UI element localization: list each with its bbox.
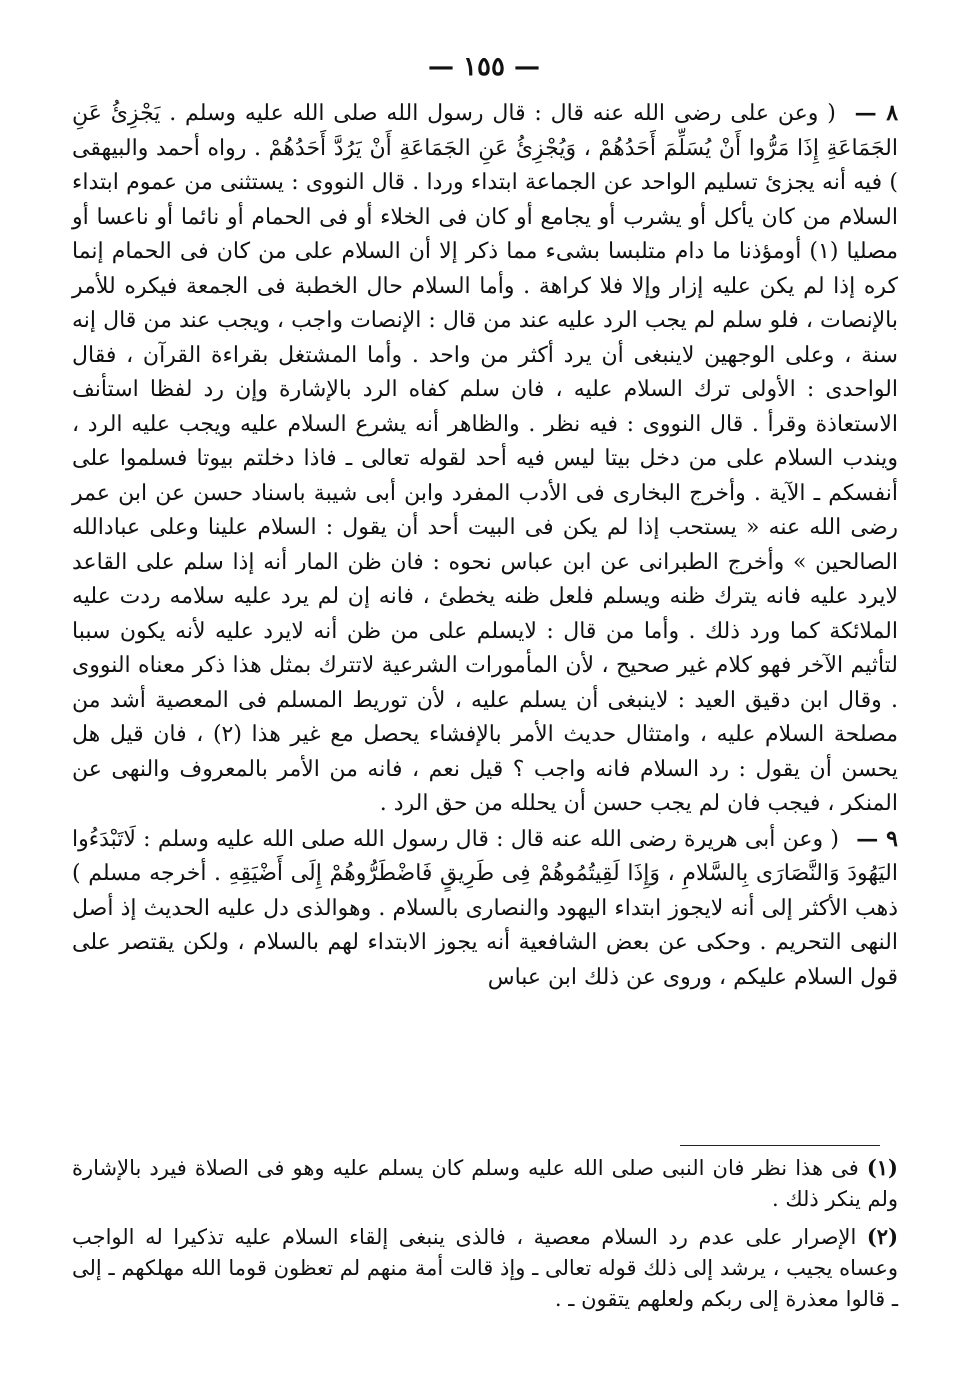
footnote-1-mark: (١)	[866, 1155, 898, 1180]
hadith-8-paragraph	[72, 96, 898, 822]
footnote-1-text: فى هذا نظر فان النبى صلى الله عليه وسلم كان يسلم عليه وهو فى الصلاة فيرد بالإشارة ولم ينكر ذلك .	[72, 1156, 898, 1211]
footnote-1	[72, 1152, 898, 1215]
hadith-8-text: ( وعن على رضى الله عنه قال : قال رسول الله صلى الله عليه وسلم . يَجْزِئُ عَنِ الجَمَاعَةِ إِذَا مَرُّوا أَنْ يُسَلِّمَ أَحَدُهُمْ ، وَيُجْزِئُ عَنِ الجَمَاعَةِ أَنْ يَرُدَّ أَحَدُهُمْ . رواه أحمد والبيهقى ) فيه أنه يجزئ تسليم الواحد عن الجماعة ابتداء وردا . قال النووى : يستثنى من عموم ابتداء السلام من كان يأكل أو يشرب أو يجامع أو كان فى الخلاء أو فى الحمام أو نائما أو ناعسا أو مصليا (١) أومؤذنا ما دام متلبسا بشىء مما ذكر إلا أن السلام على من كان فى الحمام إنما كره إذا لم يكن عليه إزار وإلا فلا كراهة . وأما السلام حال الخطبة فى الجمعة فيكره للأمر بالإنصات ، فلو سلم لم يجب الرد عليه عند من قال : الإنصات واجب ، ويجب عند من قال إنه سنة ، وعلى الوجهين لاينبغى أن يرد أكثر من واحد . وأما المشتغل بقراءة القرآن ، فقال الواحدى : الأولى ترك السلام عليه ، فان سلم كفاه الرد بالإشارة وإن رد لفظا استأنف الاستعاذة وقرأ . قال النووى : فيه نظر . والظاهر أنه يشرع السلام عليه ويجب عليه الرد ، ويندب السلام على من دخل بيتا ليس فيه أحد لقوله تعالى ـ فاذا دخلتم بيوتا فسلموا على أنفسكم ـ الآية . وأخرج البخارى فى الأدب المفرد وابن أبى شيبة باسناد حسن عن ابن عمر رضى الله عنه « يستحب إذا لم يكن فى البيت أحد أن يقول : السلام علينا وعلى عبادالله الصالحين » وأخرج الطبرانى عن ابن عباس نحوه : فان ظن المار أنه إذا سلم على القاعد لايرد عليه فانه يترك ظنه ويسلم فلعل ظنه يخطئ ، فانه إن لم يرد عليه سلامه ردت عليه الملائكة كما ورد ذلك . وأما من قال : لايسلم على من ظن أنه لايرد عليه لأنه يكون سببا لتأثيم الآخر فهو كلام غير صحيح ، لأن المأمورات الشرعية لاتترك بمثل هذا ذكر معناه النووى . وقال ابن دقيق العيد : لاينبغى أن يسلم عليه ، لأن توريط المسلم فى المعصية أشد من مصلحة السلام عليه ، وامتثال حديث الأمر بالإفشاء يحصل مع غير هذا (٢) ، فان قيل هل يحسن أن يقول : رد السلام فانه واجب ؟ قيل نعم ، فانه من الأمر بالمعروف والنهى عن المنكر ، فيجب فان لم يجب حسن أن يحلله من حق الرد .	[72, 101, 899, 816]
hadith-9-paragraph	[72, 822, 898, 996]
hadith-8-number: ٨ —	[854, 100, 899, 126]
footnote-2-text: الإصرار على عدم رد السلام معصية ، فالذى ينبغى إلقاء السلام عليه تذكيرا له الواجب وعساه يجيب ، يرشد إلى ذلك قوله تعالى ـ وإذ قالت أمة منهم لم تعظون قوما الله مهلكهم ـ إلى ـ قالوا معذرة إلى ربكم ولعلهم يتقون ـ .	[72, 1225, 898, 1311]
footnote-divider	[680, 1145, 880, 1146]
footnote-2-mark: (٢)	[866, 1224, 898, 1249]
hadith-9-text: ( وعن أبى هريرة رضى الله عنه قال : قال رسول الله صلى الله عليه وسلم : لَاتَبْدَءُوا اليَهُودَ وَالنَّصَارَى بِالسَّلامِ ، وَإِذَا لَقِيتُمُوهُمْ فِى طَرِيقٍ فَاضْطَرُّوهُمْ إِلَى أَضْيَقِهِ . أخرجه مسلم ) ذهب الأكثر إلى أنه لايجوز ابتداء اليهود والنصارى بالسلام . وهوالذى دل عليه الحديث إذ أصل النهى التحريم . وحكى عن بعض الشافعية أنه يجوز الابتداء لهم بالسلام ، ولكن يقتصر على قول السلام عليكم ، وروى عن ذلك ابن عباس	[72, 826, 898, 990]
hadith-9-number: ٩ —	[856, 825, 898, 852]
footnotes	[72, 1152, 898, 1321]
main-text	[72, 96, 898, 995]
page-number: — ١٥٥ —	[427, 52, 541, 82]
footnote-2	[72, 1221, 898, 1315]
